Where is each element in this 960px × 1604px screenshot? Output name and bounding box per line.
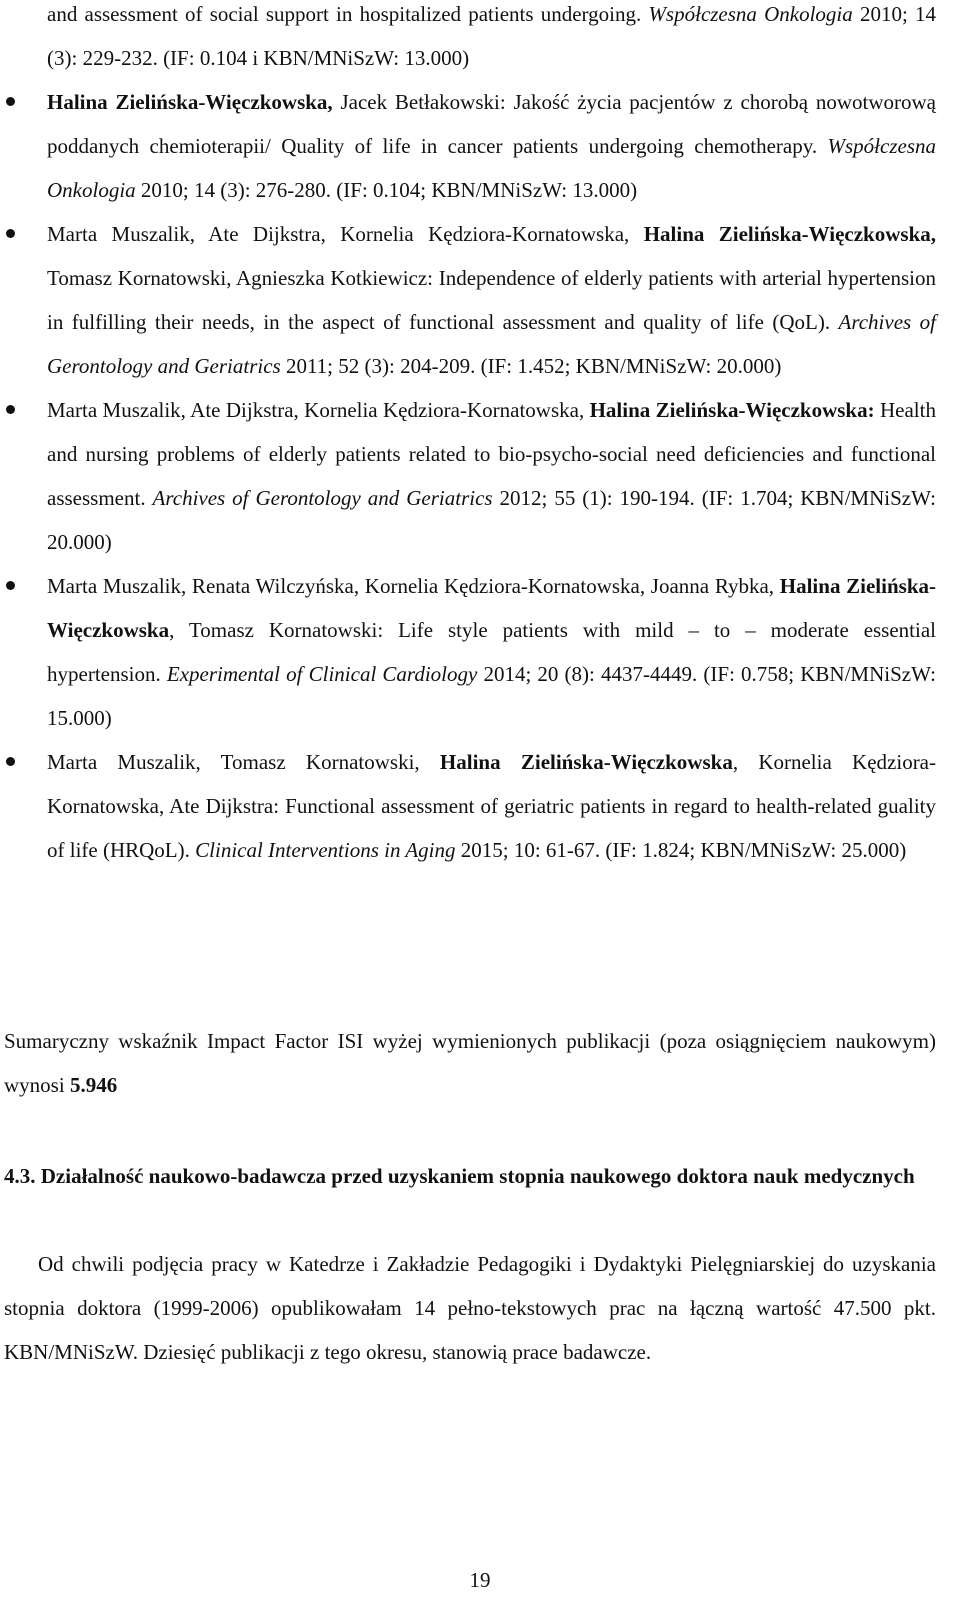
journal-name: Współczesna Onkologia xyxy=(47,134,936,202)
entry-citation: 2011; 52 (3): 204-209. (IF: 1.452; KBN/MNiSzW: 20.000) xyxy=(280,354,782,378)
entry-text: Health and nursing problems of elderly patients related to bio-psycho-social need deficiencies and functional assessment. xyxy=(47,398,936,510)
entry-citation: 2010; 14 (3): 276-280. (IF: 0.104; KBN/MNiSzW: 13.000) xyxy=(135,178,638,202)
publication-entry xyxy=(4,388,936,564)
author-highlight: Halina Zielińska-Więczkowska, xyxy=(643,222,936,246)
author-highlight: Halina Zielińska-Więczkowska, xyxy=(47,90,333,114)
publication-entry xyxy=(4,212,936,388)
section-heading xyxy=(4,1154,936,1198)
summary-value: 5.946 xyxy=(69,1073,118,1097)
journal-name: Archives of Gerontology and Geriatrics xyxy=(47,310,936,378)
journal-name: Experimental of Clinical Cardiology xyxy=(166,662,478,686)
entry-authors: Marta Muszalik, Ate Dijkstra, Kornelia Kędziora-Kornatowska, xyxy=(47,398,590,422)
entry-text: and assessment of social support in hospitalized patients undergoing. xyxy=(47,2,649,26)
publication-entry xyxy=(4,740,936,872)
page-number: 19 xyxy=(469,1568,491,1592)
publication-entry xyxy=(4,80,936,212)
entry-text: Jacek Betłakowski: Jakość życia pacjentów z chorobą nowotworową poddanych chemioterapii/ Quality of life in cancer patients undergoing chemotherapy. xyxy=(47,90,937,158)
publication-list xyxy=(4,0,936,872)
entry-text: Tomasz Kornatowski, Agnieszka Kotkiewicz: Independence of elderly patients with arterial hypertension in fulfilling their needs, in the aspect of functional assessment and quality of life (QoL). xyxy=(47,266,936,334)
impact-factor-summary xyxy=(4,1019,936,1107)
publication-entry xyxy=(4,564,936,740)
section-title: Działalność naukowo-badawcza przed uzyskaniem stopnia naukowego doktora nauk medycznych xyxy=(35,1164,915,1188)
journal-name: Clinical Interventions in Aging xyxy=(195,838,456,862)
section-number: 4.3. xyxy=(4,1164,36,1188)
bullet-icon xyxy=(6,581,15,590)
journal-name: Współczesna Onkologia xyxy=(648,2,853,26)
entry-citation: 2010; 14 (3): 229-232. (IF: 0.104 i KBN/MNiSzW: 13.000) xyxy=(47,2,936,70)
bullet-icon xyxy=(6,97,15,106)
bullet-icon xyxy=(6,229,15,238)
bullet-icon xyxy=(6,757,15,766)
entry-citation: 2014; 20 (8): 4437-4449. (IF: 0.758; KBN/MNiSzW: 15.000) xyxy=(47,662,936,730)
entry-authors: Marta Muszalik, Ate Dijkstra, Kornelia Kędziora-Kornatowska, xyxy=(47,222,644,246)
entry-citation: 2015; 10: 61-67. (IF: 1.824; KBN/MNiSzW: 25.000) xyxy=(455,838,907,862)
summary-text: Sumaryczny wskaźnik Impact Factor ISI wyżej wymienionych publikacji (poza osiągnięciem naukowym) wynosi xyxy=(4,1029,936,1097)
publication-entry-continued xyxy=(4,0,936,80)
journal-name: Archives of Gerontology and Geriatrics xyxy=(152,486,493,510)
entry-citation: 2012; 55 (1): 190-194. (IF: 1.704; KBN/MNiSzW: 20.000) xyxy=(47,486,936,554)
author-highlight: Halina Zielińska-Więczkowska: xyxy=(589,398,875,422)
entry-authors: Marta Muszalik, Renata Wilczyńska, Kornelia Kędziora-Kornatowska, Joanna Rybka, xyxy=(47,574,780,598)
bullet-icon xyxy=(6,405,15,414)
entry-authors: Marta Muszalik, Tomasz Kornatowski, xyxy=(47,750,440,774)
author-highlight: Halina Zielińska-Więczkowska xyxy=(439,750,733,774)
body-paragraph: Od chwili podjęcia pracy w Katedrze i Zakładzie Pedagogiki i Dydaktyki Pielęgniarskiej do uzyskania stopnia doktora (1999-2006) opublikowałam 14 pełno-tekstowych prac na łączną wartość 47.500 pkt. KBN/MNiSzW. Dziesięć publikacji z tego okresu, stanowią prace badawcze. xyxy=(4,1252,936,1364)
author-highlight: Halina Zielińska-Więczkowska xyxy=(47,574,936,642)
entry-text: , Tomasz Kornatowski: Life style patients with mild – to – moderate essential hypertension. xyxy=(47,618,936,686)
entry-text: , Kornelia Kędziora-Kornatowska, Ate Dijkstra: Functional assessment of geriatric patients in regard to health-related guality of life (HRQoL). xyxy=(47,750,936,862)
